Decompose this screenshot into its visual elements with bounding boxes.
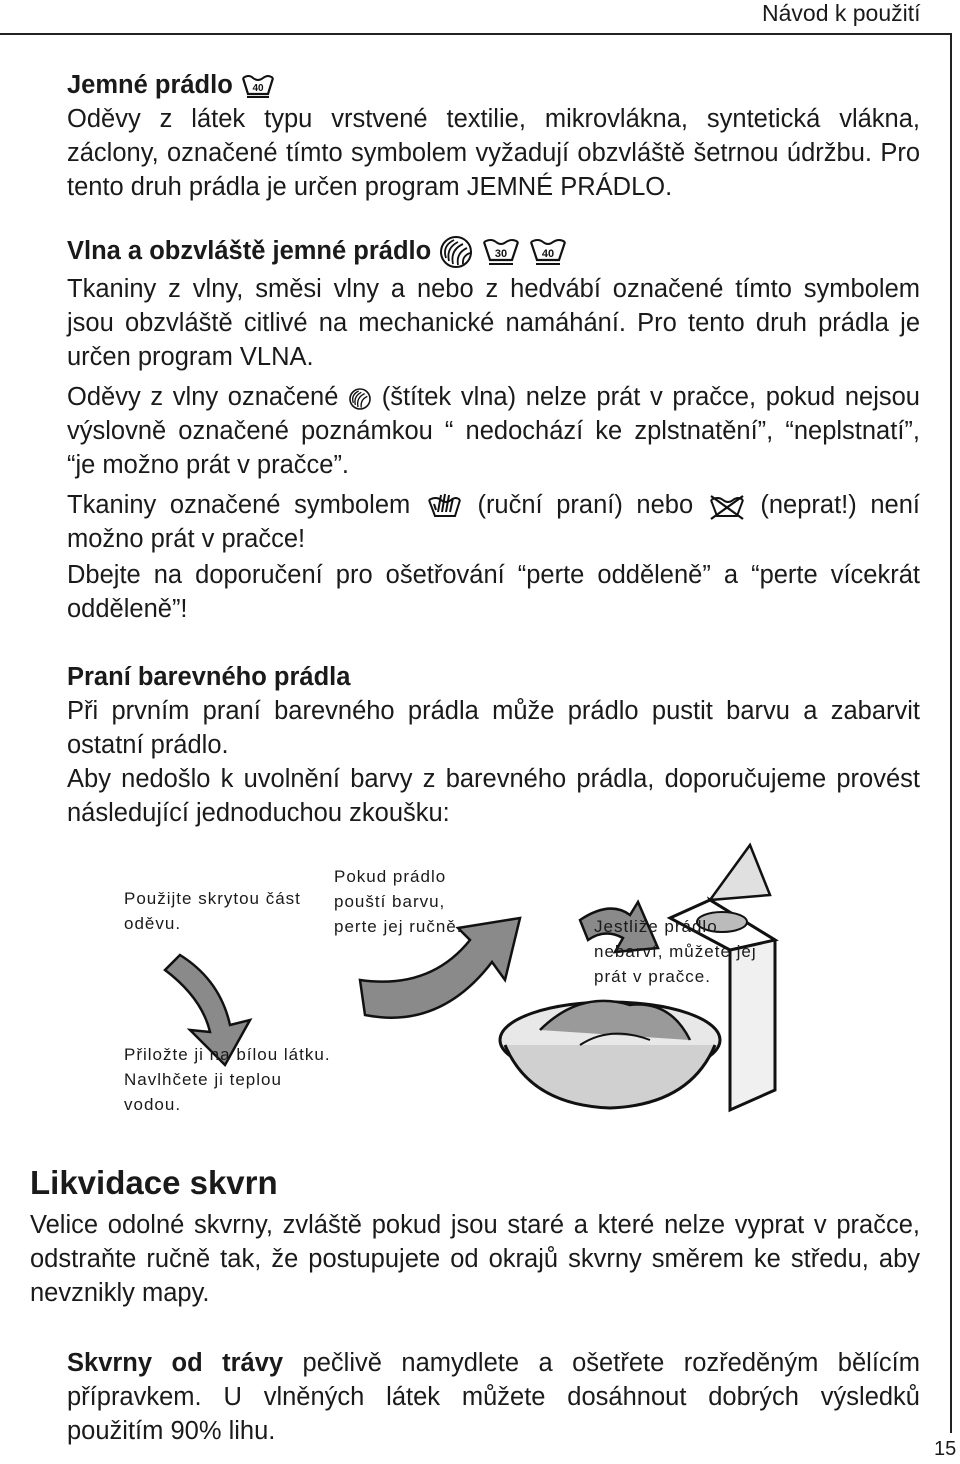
hand-wash-icon [424,492,464,522]
likvidace-heading: Likvidace skvrn [30,1164,278,1201]
svg-text:30: 30 [495,248,508,261]
likvidace-p1: Velice odolné skvrny, zvláště pokud jsou staré a které nelze vyprat v pračce, odstraňte ručně tak, že postupujete od okrajů skvrny směrem ke středu, aby nevznikly mapy. [30,1211,920,1307]
wash-40-gentle-icon [528,236,568,268]
vlna-p4: Dbejte na doporučení pro ošetřování “perte odděleně” a “perte vícekrát odděleně”! [67,561,920,624]
step2-caption: Přiložte ji na bílou látku. Navlhčete ji teplou vodou. [124,1045,331,1114]
step3-caption: Pokud prádlo pouští barvu, perte jej ručně. [334,867,463,936]
page-number: 15 [934,1438,957,1460]
svg-text:40: 40 [542,248,555,261]
sym-temp: 40 [252,83,264,95]
barevne-heading: Praní barevného prádla [67,663,351,691]
header-title: Návod k použití [762,0,921,26]
margin-rule [950,33,952,1433]
wool-icon [438,234,474,270]
section-trava [67,1346,920,1448]
jemne-text: Oděvy z látek typu vrstvené textilie, mikrovlákna, syntetická vlákna, záclony, označené tímto symbolem vyžadují obzvláště šetrnou údržbu. Pro tento druh prádla je určen program JEMNÉ PRÁDLO. [67,105,920,201]
vlna-p3: Tkaniny označené symbolem (ruční praní) nebo (neprat!) není možno prát v pračce! [67,491,920,554]
likvidace-p2: Skvrny od trávy pečlivě namydlete a ošetřete rozředěným bělícím přípravkem. U vlněných látek můžete dosáhnout dobrých výsledků použitím 90% lihu. [67,1349,921,1445]
step4-caption: Jestliže prádlo nebarví, můžete jej prát v pračce. [594,917,757,986]
do-not-wash-icon [707,492,747,522]
vlna-p1: Tkaniny z vlny, směsi vlny a nebo z hedvábí označené tímto symbolem jsou obzvláště citlivé na mechanické namáhání. Pro tento druh prádla je určen program VLNA. [67,275,920,372]
wash-30-icon [481,236,521,268]
section-vlna [67,234,920,626]
vlna-p2: Oděvy z vlny označené (štítek vlna) nelze prát v pračce, pokud nejsou výslovně označené poznámkou “ nedochází ke zplstnatění”, “neplstnatí”, “je možno prát v pračce”. [67,383,920,480]
section-likvidace [30,1208,920,1310]
step1-caption: Použijte skrytou část oděvu. [124,889,301,933]
wool-icon [348,387,372,411]
vlna-heading: Vlna a obzvláště jemné prádlo [67,237,432,265]
section-jemne [67,68,920,204]
header-rule [0,33,952,35]
wash-40-gentle-icon [240,72,276,100]
barevne-p2: Aby nedošlo k uvolnění barvy z barevného prádla, doporučujeme provést následující jednoduchou zkoušku: [67,765,920,827]
barevne-p1: Při prvním praní barevného prádla může prádlo pustit barvu a zabarvit ostatní prádlo. [67,697,920,759]
section-barevne [67,660,920,830]
jemne-heading: Jemné prádlo [67,71,233,99]
